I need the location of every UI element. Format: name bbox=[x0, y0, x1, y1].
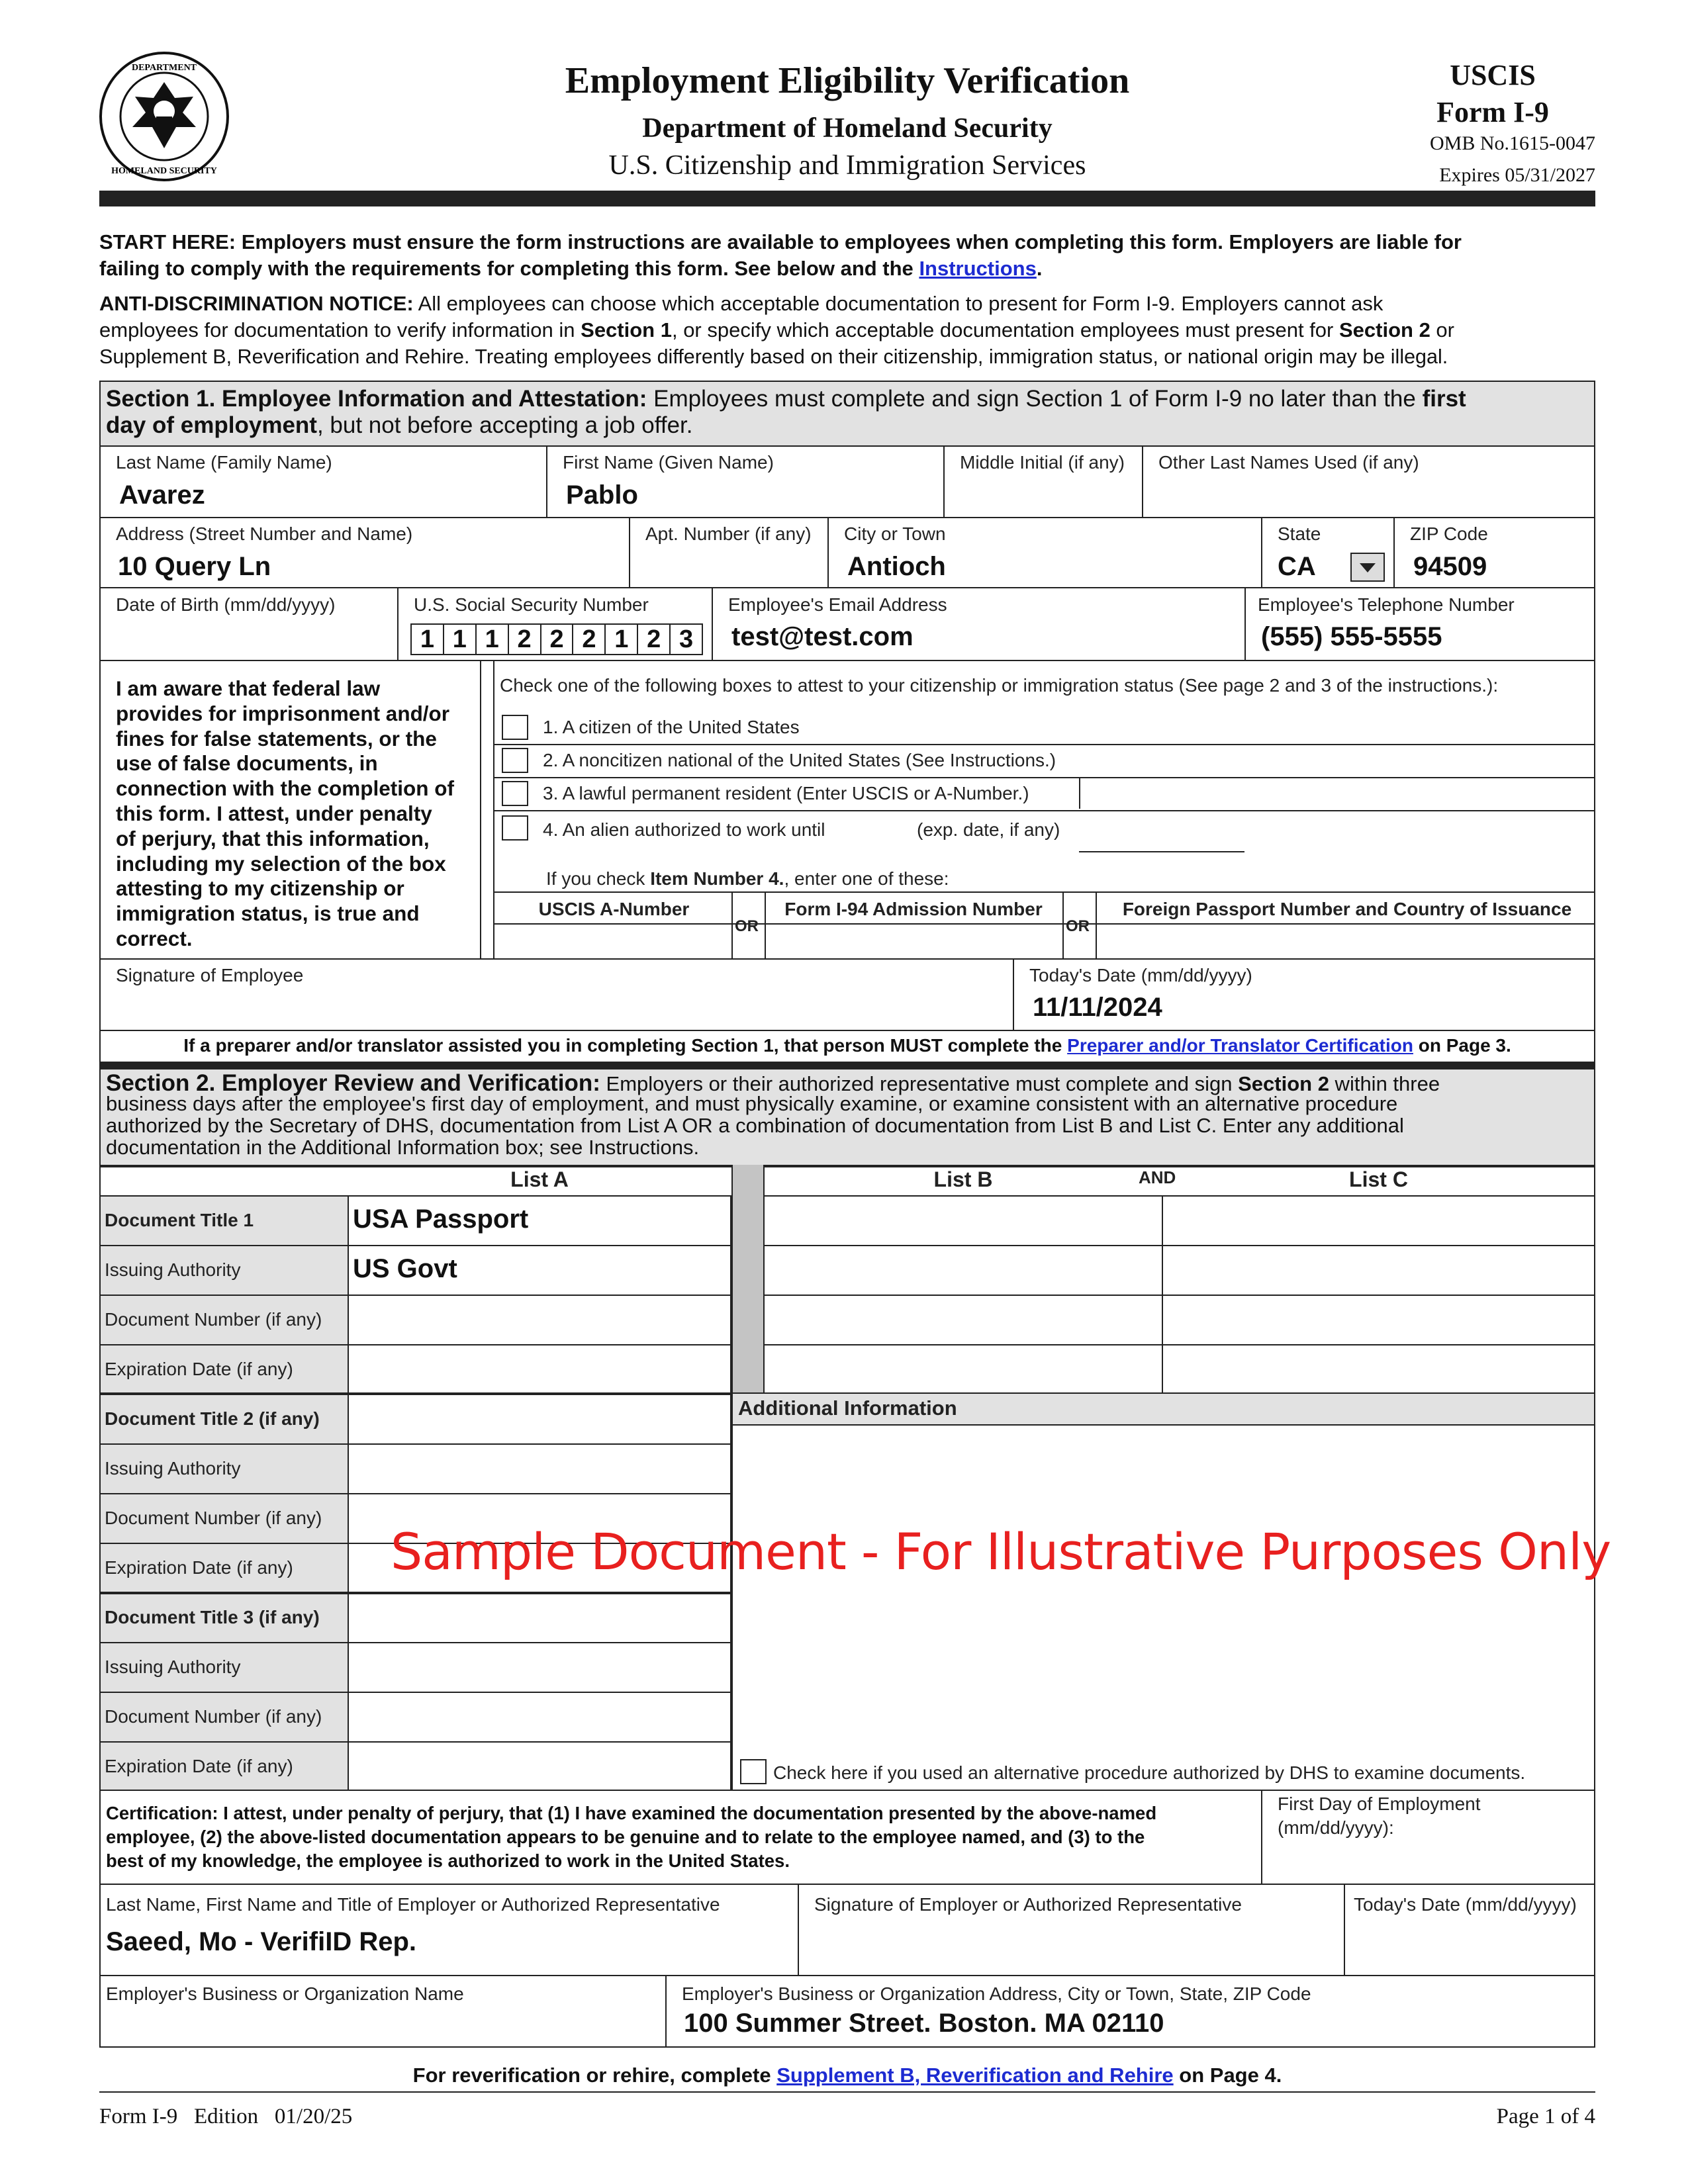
ssn-digit: 1 bbox=[412, 625, 444, 654]
apt-label: Apt. Number (if any) bbox=[645, 523, 812, 544]
expires-date: Expires 05/31/2027 bbox=[1439, 164, 1595, 186]
rep-signature-label: Signature of Employer or Authorized Representative bbox=[814, 1894, 1242, 1915]
phone-field[interactable]: (555) 555-5555 bbox=[1261, 622, 1442, 651]
ssn-digit: 2 bbox=[509, 625, 541, 654]
header-rule bbox=[99, 191, 1595, 206]
svg-text:HOMELAND SECURITY: HOMELAND SECURITY bbox=[111, 166, 217, 176]
doc-title-3-label: Document Title 3 (if any) bbox=[105, 1607, 320, 1627]
doc-number-2-label: Document Number (if any) bbox=[105, 1508, 322, 1528]
city-field[interactable]: Antioch bbox=[847, 552, 946, 581]
status-option-citizen: 1. A citizen of the United States bbox=[543, 717, 800, 737]
list-b-header: List B bbox=[933, 1167, 993, 1191]
first-name-label: First Name (Given Name) bbox=[563, 452, 774, 473]
uscis-a-number-field[interactable] bbox=[496, 925, 729, 958]
first-day-field[interactable] bbox=[1264, 1843, 1592, 1882]
section2-title-line4: documentation in the Additional Information box; see Instructions. bbox=[106, 1136, 700, 1159]
item4-instructions: If you check Item Number 4., enter one of these: bbox=[546, 868, 949, 889]
other-names-field[interactable] bbox=[1145, 477, 1589, 515]
exp-date-label: (exp. date, if any) bbox=[917, 819, 1060, 840]
issuing-authority-3-label: Issuing Authority bbox=[105, 1657, 241, 1677]
phone-label: Employee's Telephone Number bbox=[1258, 594, 1515, 615]
department: Department of Homeland Security bbox=[642, 113, 1053, 144]
chevron-down-icon bbox=[1352, 554, 1383, 580]
attestation-text: I am aware that federal law provides for imprisonment and/or fines for false statements, or the use of false documents, in connection with the completion of this form. I attest, under penalty of perjury, that this information, including my selection of the box attesting to my citizenship or immigration status, is true and correct. bbox=[116, 676, 454, 950]
issuing-authority-1-label: Issuing Authority bbox=[105, 1259, 241, 1280]
status-checkbox-alien-authorized[interactable] bbox=[502, 815, 528, 841]
list-a-issuing-authority-1-field[interactable]: US Govt bbox=[353, 1254, 457, 1283]
status-option-permanent-resident: 3. A lawful permanent resident (Enter USCIS or A-Number.) bbox=[543, 783, 1029, 803]
form-number: Form I-9 bbox=[1436, 96, 1549, 128]
city-label: City or Town bbox=[844, 523, 946, 544]
list-a-doc-title-1-field[interactable]: USA Passport bbox=[353, 1205, 529, 1234]
last-name-label: Last Name (Family Name) bbox=[116, 452, 332, 473]
certification-text: Certification: I attest, under penalty of perjury, that (1) I have examined the documentation presented by the above-named employee, (2) the above-listed documentation appears to be genuine and to relate to the employee named, and (3) to the best of my knowledge, the employee is authorized to work in the United States. bbox=[106, 1803, 1157, 1871]
other-names-label: Other Last Names Used (if any) bbox=[1158, 452, 1419, 473]
state-label: State bbox=[1278, 523, 1321, 544]
footer-rule bbox=[99, 2091, 1595, 2093]
rep-signature-field[interactable] bbox=[801, 1919, 1340, 1972]
status-checkbox-noncitizen-national[interactable] bbox=[502, 748, 528, 773]
state-select[interactable]: CA bbox=[1278, 552, 1316, 581]
i94-number-field[interactable] bbox=[767, 925, 1060, 958]
status-option-alien-authorized: 4. An alien authorized to work until bbox=[543, 819, 825, 840]
status-checkbox-citizen[interactable] bbox=[502, 715, 528, 740]
zip-label: ZIP Code bbox=[1410, 523, 1488, 544]
section2-title-line3: authorized by the Secretary of DHS, documentation from List A OR a combination of documentation from List B and List C. Enter any additional bbox=[106, 1114, 1404, 1137]
start-here-line1: START HERE: Employers must ensure the form instructions are available to employees when completing this form. Employers are liable for bbox=[99, 230, 1462, 253]
employee-date-field[interactable]: 11/11/2024 bbox=[1033, 993, 1162, 1022]
first-day-format: (mm/dd/yyyy): bbox=[1278, 1817, 1394, 1838]
email-field[interactable]: test@test.com bbox=[731, 622, 914, 651]
alt-procedure-label: Check here if you used an alternative procedure authorized by DHS to examine documents. bbox=[773, 1762, 1526, 1783]
preparer-certification-link[interactable]: Preparer and/or Translator Certification bbox=[1067, 1035, 1413, 1056]
sample-watermark: Sample Document - For Illustrative Purposes Only bbox=[391, 1522, 1611, 1581]
dob-field[interactable] bbox=[103, 619, 394, 657]
list-c-header: List C bbox=[1349, 1167, 1408, 1191]
ssn-digit: 2 bbox=[541, 625, 574, 654]
doc-number-3-label: Document Number (if any) bbox=[105, 1706, 322, 1727]
supplement-b-link[interactable]: Supplement B, Reverification and Rehire bbox=[776, 2064, 1174, 2087]
section2-title-line1: Section 2. Employer Review and Verification: Employers or their authorized representative must complete and sign Section 2 within three bbox=[106, 1070, 1440, 1096]
org-address-field[interactable]: 100 Summer Street. Boston. MA 02110 bbox=[684, 2009, 1164, 2038]
list-b-fields[interactable] bbox=[767, 1198, 1160, 1394]
ssn-label: U.S. Social Security Number bbox=[414, 594, 649, 615]
state-dropdown-button[interactable] bbox=[1350, 553, 1385, 582]
rep-name-label: Last Name, First Name and Title of Employer or Authorized Representative bbox=[106, 1894, 720, 1915]
middle-initial-label: Middle Initial (if any) bbox=[960, 452, 1125, 473]
ssn-digit: 1 bbox=[477, 625, 509, 654]
section2-title-line2: business days after the employee's first day of employment, and must physically examine, or examine consistent with an alternative procedure bbox=[106, 1092, 1398, 1115]
i94-number-header: Form I-94 Admission Number bbox=[784, 899, 1043, 919]
status-instructions: Check one of the following boxes to attest to your citizenship or immigration status (See page 2 and 3 of the instructions.): bbox=[500, 675, 1499, 696]
issuing-authority-2-label: Issuing Authority bbox=[105, 1458, 241, 1479]
and-label: AND bbox=[1139, 1167, 1176, 1187]
anti-discrimination-line2: employees for documentation to verify information in Section 1, or specify which acceptable documentation employees must present for Section 2 or bbox=[99, 318, 1454, 341]
rep-name-field[interactable]: Saeed, Mo - VerifiID Rep. bbox=[106, 1927, 417, 1956]
footer-page: Page 1 of 4 bbox=[1496, 2105, 1595, 2128]
org-name-field[interactable] bbox=[103, 2005, 662, 2044]
ssn-digit: 1 bbox=[606, 625, 638, 654]
agency: U.S. Citizenship and Immigration Services bbox=[608, 150, 1086, 181]
address-label: Address (Street Number and Name) bbox=[116, 523, 413, 544]
list-separator bbox=[731, 1165, 765, 1396]
email-label: Employee's Email Address bbox=[728, 594, 947, 615]
rep-date-label: Today's Date (mm/dd/yyyy) bbox=[1354, 1894, 1577, 1915]
additional-info-field[interactable] bbox=[735, 1428, 1592, 1746]
doc-title-2-label: Document Title 2 (if any) bbox=[105, 1408, 320, 1429]
expiration-1-label: Expiration Date (if any) bbox=[105, 1359, 293, 1379]
passport-header: Foreign Passport Number and Country of Issuance bbox=[1122, 899, 1572, 919]
section1-title-line2: day of employment, but not before accepting a job offer. bbox=[106, 412, 693, 438]
list-a-doc-number-1-field[interactable] bbox=[351, 1297, 728, 1342]
form-title: Employment Eligibility Verification bbox=[565, 60, 1130, 101]
employee-date-label: Today's Date (mm/dd/yyyy) bbox=[1029, 965, 1252, 985]
last-name-field[interactable]: Avarez bbox=[119, 480, 205, 510]
employee-signature-label: Signature of Employee bbox=[116, 965, 304, 985]
list-a-expiration-1-field[interactable] bbox=[351, 1347, 728, 1390]
list-c-fields[interactable] bbox=[1165, 1198, 1593, 1394]
passport-field[interactable] bbox=[1098, 925, 1594, 958]
org-name-label: Employer's Business or Organization Name bbox=[106, 1983, 464, 2004]
or-label: OR bbox=[735, 917, 759, 935]
reverification-notice: For reverification or rehire, complete Supplement B, Reverification and Rehire on Page 4. bbox=[412, 2064, 1282, 2087]
anti-discrimination-line3: Supplement B, Reverification and Rehire. Treating employees differently based on their citizenship, immigration status, or national origin may be illegal. bbox=[99, 345, 1448, 368]
svg-text:DEPARTMENT: DEPARTMENT bbox=[131, 63, 197, 73]
apt-field[interactable] bbox=[632, 547, 824, 585]
anti-discrimination-line1: ANTI-DISCRIMINATION NOTICE: All employees can choose which acceptable documentation to present for Form I-9. Employers cannot ask bbox=[99, 292, 1383, 315]
first-name-field[interactable]: Pablo bbox=[566, 480, 638, 510]
or-label: OR bbox=[1066, 917, 1090, 935]
ssn-field[interactable] bbox=[410, 623, 703, 655]
first-day-label: First Day of Employment bbox=[1278, 1794, 1481, 1814]
expiration-3-label: Expiration Date (if any) bbox=[105, 1756, 293, 1776]
zip-field[interactable]: 94509 bbox=[1413, 552, 1487, 581]
status-option-noncitizen-national: 2. A noncitizen national of the United States (See Instructions.) bbox=[543, 750, 1056, 770]
org-address-label: Employer's Business or Organization Address, City or Town, State, ZIP Code bbox=[682, 1983, 1311, 2004]
doc-number-1-label: Document Number (if any) bbox=[105, 1309, 322, 1330]
expiration-2-label: Expiration Date (if any) bbox=[105, 1557, 293, 1578]
uscis-label: USCIS bbox=[1450, 59, 1536, 91]
footer-edition: Form I-9 Edition 01/20/25 bbox=[99, 2105, 353, 2128]
preparer-notice: If a preparer and/or translator assisted you in completing Section 1, that person MUST complete the Preparer and/or Translator Certification on Page 3. bbox=[183, 1035, 1511, 1056]
alt-procedure-checkbox[interactable] bbox=[740, 1759, 767, 1784]
section1-title-line1: Section 1. Employee Information and Attestation: Employees must complete and sign Section 1 of Form I-9 no later than the first bbox=[106, 386, 1466, 412]
rep-date-field[interactable] bbox=[1347, 1919, 1592, 1972]
ssn-digit: 2 bbox=[573, 625, 606, 654]
employee-signature-field[interactable] bbox=[103, 989, 1009, 1028]
ssn-digit: 3 bbox=[679, 625, 694, 653]
start-here-line2: failing to comply with the requirements for completing this form. See below and the Instructions. bbox=[99, 257, 1043, 280]
additional-info-label: Additional Information bbox=[738, 1396, 957, 1420]
uscis-a-number-header: USCIS A-Number bbox=[538, 899, 690, 919]
instructions-link[interactable]: Instructions bbox=[919, 257, 1037, 280]
doc-title-1-label: Document Title 1 bbox=[105, 1210, 254, 1230]
dob-label: Date of Birth (mm/dd/yyyy) bbox=[116, 594, 336, 615]
omb-number: OMB No.1615-0047 bbox=[1429, 132, 1595, 154]
a-number-field[interactable] bbox=[1079, 778, 1595, 809]
status-checkbox-permanent-resident[interactable] bbox=[502, 781, 528, 806]
address-field[interactable]: 10 Query Ln bbox=[118, 552, 271, 581]
middle-initial-field[interactable] bbox=[947, 477, 1139, 515]
ssn-digit: 1 bbox=[444, 625, 477, 654]
ssn-digit: 2 bbox=[638, 625, 671, 654]
dhs-seal bbox=[98, 50, 230, 183]
list-a-header: List A bbox=[510, 1167, 569, 1191]
exp-date-field[interactable] bbox=[1079, 851, 1244, 852]
